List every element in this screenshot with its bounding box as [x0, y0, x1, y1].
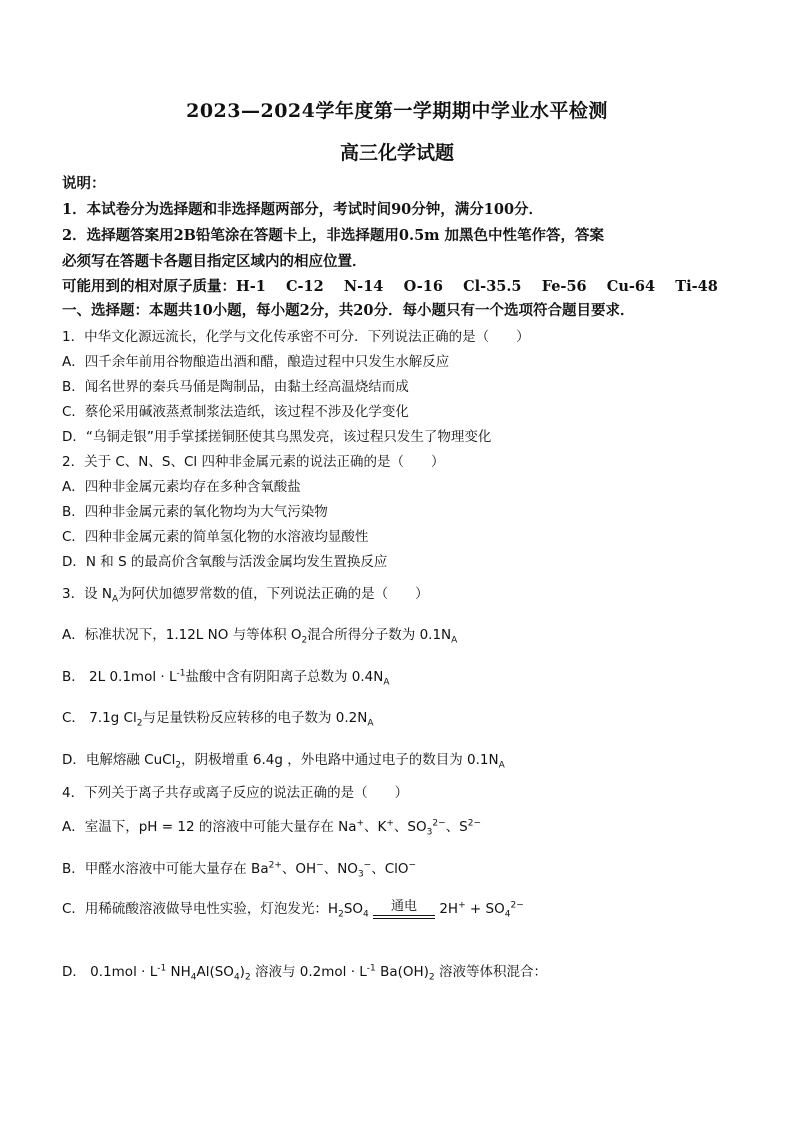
question-1-option-a: A．四千余年前用谷物酿造出酒和醋，酿造过程中只发生水解反应: [62, 354, 450, 370]
section-heading: 一、选择题：本题共10小题，每小题2分，共20分．每小题只有一个选项符合题目要求．: [62, 302, 635, 319]
question-3-option-a: A．标准状况下，1.12L NO 与等体积 $O_2$混合所得分子数为 $0.1N_A$: [62, 627, 458, 646]
question-4-stem: 4．下列关于离子共存或离子反应的说法正确的是（ ）: [62, 785, 409, 801]
question-1-option-d: D．“乌铜走银”用手掌揉搓铜胚使其乌黑发亮，该过程只发生了物理变化: [62, 429, 492, 445]
question-4-option-c: C．用稀硫酸溶液做导电性实验，灯泡发光：$H_2SO_4$ 通电 $2H^+ + SO_4^{2-}$: [62, 898, 524, 920]
instructions-heading: 说明：: [62, 175, 106, 192]
question-2-option-c: C．四种非金属元素的简单氢化物的水溶液均显酸性: [62, 529, 369, 545]
question-1-stem: 1．中华文化源远流长，化学与文化传承密不可分．下列说法正确的是（ ）: [62, 329, 530, 345]
question-4-option-a: A．室温下，pH = 12 的溶液中可能大量存在 Na+、K+、$SO_3^{2-}$、$S^{2-}$: [62, 818, 482, 838]
question-2-option-d: D．N 和 S 的最高价含氧酸与活泼金属均发生置换反应: [62, 554, 388, 570]
question-2-option-a: A．四种非金属元素均存在多种含氧酸盐: [62, 479, 301, 495]
electrolysis-label: 通电: [391, 898, 418, 914]
question-3-option-d: D．电解熔融 CuCl$_2$，阴极增重 6.4g ，外电路中通过电子的数目为 $0.1N_A$: [62, 752, 505, 771]
instruction-2: 2．选择题答案用2B铅笔涂在答题卡上，非选择题用0.5m 加黑色中性笔作答，答案: [62, 227, 605, 244]
question-4-option-b: B．甲醛水溶液中可能大量存在 $Ba^{2+}$、OH−、$NO_3^-$、ClO−: [62, 860, 417, 880]
atomic-masses: 可能用到的相对原子质量：H-1 C-12 N-14 O-16 Cl-35.5 Fe-56 Cu-64 Ti-48: [62, 278, 718, 295]
exam-subtitle: 高三化学试题: [339, 142, 454, 164]
instruction-2-cont: 必须写在答题卡各题目指定区域内的相应位置．: [62, 253, 367, 270]
electrolysis-equals-sign: [373, 900, 435, 919]
question-3-option-c: C． 7.1g $Cl_2$与足量铁粉反应转移的电子数为 $0.2N_A$: [62, 710, 374, 729]
question-4-option-d: D． $0.1mol \cdot L^{-1}$ $NH_4Al(SO_4)_2$ 溶液与 $0.2mol \cdot L^{-1}$ $Ba(OH)_2$ 溶液等体积混合：: [62, 963, 547, 983]
question-1-option-c: C．蔡伦采用碱液蒸煮制浆法造纸，该过程不涉及化学变化: [62, 404, 409, 420]
question-1-option-b: B．闻名世界的秦兵马俑是陶制品，由黏土经高温烧结而成: [62, 379, 409, 395]
question-3-option-b: B． 2L $0.1mol \cdot L^{-1}$盐酸中含有阴阳离子总数为 $0.4N_A$: [62, 668, 390, 688]
question-3-stem: 3．设 $N_A$为阿伏加德罗常数的值，下列说法正确的是（ ）: [62, 586, 429, 605]
question-2-option-b: B．四种非金属元素的氧化物均为大气污染物: [62, 504, 328, 520]
exam-title: 2023—2024学年度第一学期期中学业水平检测: [186, 100, 608, 122]
question-2-stem: 2．关于 C、N、S、Cl 四种非金属元素的说法正确的是（ ）: [62, 454, 445, 470]
instruction-1: 1．本试卷分为选择题和非选择题两部分，考试时间90分钟，满分100分．: [62, 201, 544, 218]
